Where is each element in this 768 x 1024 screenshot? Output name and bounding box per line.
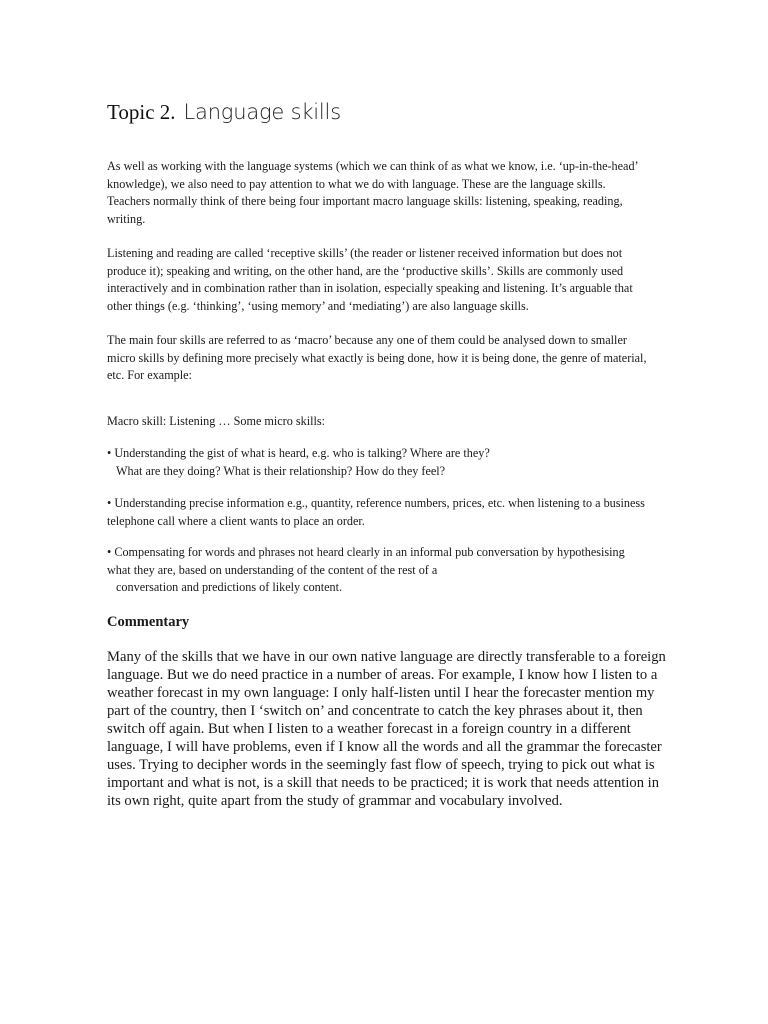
macro-micro-paragraph: The main four skills are referred to as ‘macro’ because any one of them could be analysed down to smaller micro skills by defining more precisely what exactly is being done, how it is being done, the genre of material, etc. For example: <box>107 333 647 382</box>
bullet-item <box>107 445 647 480</box>
commentary-paragraph: Many of the skills that we have in our own native language are directly transferable to a foreign language. But we do need practice in a number of areas. For example, I know how I listen to a weather forecast in my own language: I only half-listen until I hear the forecaster mention my part of the country, then I ‘switch on’ and concentrate to catch the key phrases about it, then switch off again. But when I listen to a weather forecast in a foreign country in a different language, I will have problems, even if I know all the words and all the grammar the forecaster uses. Trying to decipher words in the seemingly fast flow of speech, trying to pick out what is important and what is not, is a skill that needs to be practiced; it is work that needs attention in its own right, quite apart from the study of grammar and vocabulary involved. <box>107 649 666 809</box>
commentary-heading: Commentary <box>107 614 190 630</box>
macro-skill-line: Macro skill: Listening … Some micro skills: <box>107 414 326 428</box>
topic-name: Language skills <box>183 100 341 124</box>
bullet-item <box>107 544 647 597</box>
bullet-continuation: What are they doing? What is their relationship? How do they feel? <box>116 463 446 478</box>
bullet-line: • Compensating for words and phrases not heard clearly in an informal pub conversation by hypothesising what they are, based on understanding of the content of the rest of a <box>107 545 625 577</box>
page-title <box>107 93 341 127</box>
intro-paragraph: As well as working with the language systems (which we can think of as what we know, i.e. ‘up-in-the-head’ knowledge), we also need to pay attention to what we do with language. These are the language skills. Teachers normally think of there being four important macro language skills: listening, speaking, reading, writing. <box>107 159 638 226</box>
bullet-item <box>107 495 647 530</box>
topic-number: Topic 2. <box>107 100 176 124</box>
bullet-line: • Understanding precise information e.g., quantity, reference numbers, prices, etc. when listening to a business telephone call where a client wants to place an order. <box>107 496 645 528</box>
receptive-productive-paragraph: Listening and reading are called ‘receptive skills’ (the reader or listener received information but does not produce it); speaking and writing, on the other hand, are the ‘productive skills’. Skills are commonly used interactively and in combination rather than in isolation, especially speaking and listening. It’s arguable that other things (e.g. ‘thinking’, ‘using memory’ and ‘mediating’) are also language skills. <box>107 246 633 313</box>
bullet-continuation: conversation and predictions of likely content. <box>116 580 343 594</box>
bullet-line: • Understanding the gist of what is heard, e.g. who is talking? Where are they? <box>107 446 490 460</box>
